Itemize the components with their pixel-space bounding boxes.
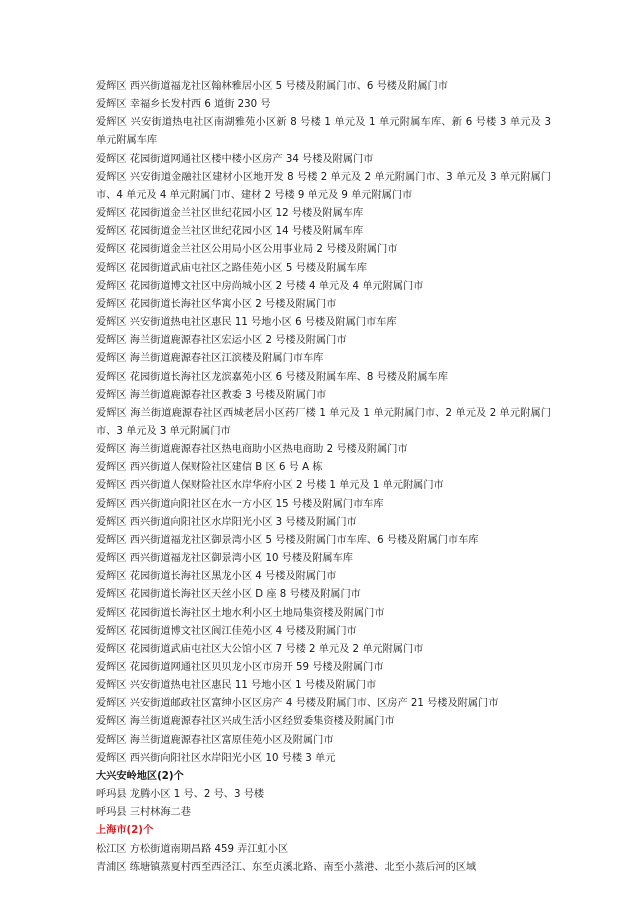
address-entry: 呼玛县 三村林海二巷	[96, 807, 191, 819]
address-entry: 爱辉区 西兴街道人保财险社区建信 B 区 6 号 A 栋	[96, 462, 323, 474]
address-entry: 爱辉区 花园街道长海社区黑龙小区 4 号楼及附属门市	[96, 571, 337, 583]
address-entry: 爱辉区 西兴街道向阳社区在水一方小区 15 号楼及附属门市车库	[96, 498, 384, 510]
address-entry: 爱辉区 花园街道长海社区华寓小区 2 号楼及附属门市	[96, 298, 337, 310]
address-entry: 爱辉区 海兰街道鹿源春社区宏运小区 2 号楼及附属门市	[96, 335, 347, 347]
address-entry: 爱辉区 花园街道武庙屯社区之路佳苑小区 5 号楼及附属车库	[96, 262, 367, 274]
address-entry: 爱辉区 兴安街道热电社区惠民 11 号地小区 1 号楼及附属门市	[96, 680, 377, 692]
address-entry: 爱辉区 花园街道长海社区天丝小区 D 座 8 号楼及附属门市	[96, 589, 361, 601]
address-entry: 爱辉区 兴安街道热电社区南湖雅苑小区新 8 号楼 1 单元及 1 单元附属车库、新 6 号楼 3 单元及 3 单元附属车库	[96, 117, 551, 147]
address-entry: 爱辉区 花园街道网通社区贝贝龙小区市房开 59 号楼及附属门市	[96, 662, 384, 673]
address-entry: 爱辉区 西兴街道福龙社区翰林雅居小区 5 号楼及附属门市、6 号楼及附属门市	[96, 81, 448, 92]
address-entry: 爱辉区 花园街道武庙屯社区大公馆小区 7 号楼 2 单元及 2 单元附属门市	[96, 643, 424, 655]
address-entry: 爱辉区 海兰街道鹿源春社区兴成生活小区经贸委集资楼及附属门市	[96, 716, 395, 728]
address-entry: 爱辉区 西兴街道福龙社区御景湾小区 10 号楼及附属车库	[96, 553, 353, 565]
address-entry: 爱辉区 幸福乡长发村西 6 道街 230 号	[96, 99, 271, 111]
address-entry: 爱辉区 兴安街道金融社区建材小区地开发 8 号楼 2 单元及 2 单元附属门市、3 单元及 3 单元附属门市、4 单元及 4 单元附属门市、建材 2 号楼 9 单元及 9 单元附属门市	[96, 171, 551, 201]
document-page	[96, 78, 551, 877]
address-entry: 爱辉区 花园街道金兰社区世纪花园小区 14 号楼及附属车库	[96, 226, 364, 238]
address-entry: 爱辉区 西兴街道人保财险社区水岸华府小区 2 号楼 1 单元及 1 单元附属门市	[96, 480, 444, 492]
address-entry: 爱辉区 兴安街道邮政社区富绅小区区房产 4 号楼及附属门市、区房产 21 号楼及附属门市	[96, 698, 499, 710]
address-entry: 爱辉区 花园街道金兰社区世纪花园小区 12 号楼及附属车库	[96, 208, 364, 220]
address-entry: 爱辉区 花园街道网通社区楼中楼小区房产 34 号楼及附属门市	[96, 153, 374, 165]
address-entry: 爱辉区 花园街道博文社区中房尚城小区 2 号楼 4 单元及 4 单元附属门市	[96, 280, 424, 292]
address-entry: 青浦区 练塘镇蒸夏村西至西泾江、东至贞溪北路、南至小蒸港、北至小蒸后河的区域	[96, 861, 477, 873]
address-entry: 爱辉区 花园街道长海社区龙滨嘉苑小区 6 号楼及附属车库、8 号楼及附属车库	[96, 371, 448, 383]
address-entry: 爱辉区 花园街道长海社区土地水利小区土地局集资楼及附属门市	[96, 607, 385, 619]
address-entry: 爱辉区 兴安街道热电社区惠民 11 号地小区 6 号楼及附属门市车库	[96, 317, 397, 329]
address-entry: 爱辉区 花园街道金兰社区公用局小区公用事业局 2 号楼及附属门市	[96, 244, 398, 256]
address-entry: 爱辉区 海兰街道鹿源春社区江滨楼及附属门市车库	[96, 353, 324, 365]
address-entry: 爱辉区 西兴街道福龙社区御景湾小区 5 号楼及附属门市车库、6 号楼及附属门市车库	[96, 534, 479, 546]
address-entry: 爱辉区 海兰街道鹿源春社区西城老居小区药厂楼 1 单元及 1 单元附属门市、2 单元及 2 单元附属门市、3 单元及 3 单元附属门市	[96, 407, 551, 437]
address-entry: 爱辉区 海兰街道鹿源春社区富原佳苑小区及附属门市	[96, 734, 334, 746]
address-entry: 爱辉区 花园街道博文社区阆江佳苑小区 4 号楼及附属门市	[96, 625, 357, 637]
region-heading: 大兴安岭地区(2)个	[96, 770, 184, 782]
address-entry: 松江区 方松街道南期昌路 459 弄江虹小区	[96, 843, 289, 855]
address-entry: 爱辉区 西兴街道向阳社区水岸阳光小区 3 号楼及附属门市	[96, 516, 357, 528]
address-entry: 爱辉区 海兰街道鹿源春社区热电商助小区热电商助 2 号楼及附属门市	[96, 444, 408, 456]
region-heading: 上海市(2)个	[96, 825, 154, 837]
address-entry: 爱辉区 海兰街道鹿源春社区教委 3 号楼及附属门市	[96, 389, 327, 401]
address-entry: 爱辉区 西兴街向阳社区水岸阳光小区 10 号楼 3 单元	[96, 752, 336, 764]
address-entry: 呼玛县 龙腾小区 1 号、2 号、3 号楼	[96, 789, 265, 801]
